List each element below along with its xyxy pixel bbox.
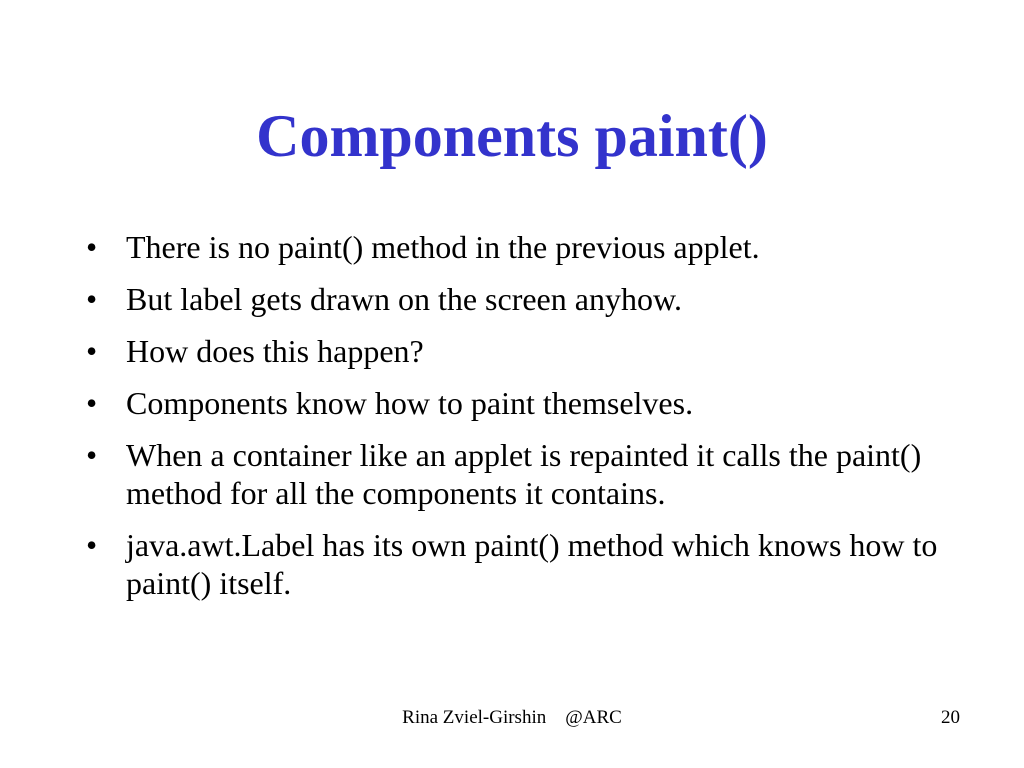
- bullet-item: [86, 384, 966, 422]
- bullet-icon: •: [86, 229, 98, 265]
- bullet-item: [86, 332, 966, 370]
- footer-org: @ARC: [565, 707, 622, 728]
- bullet-text: When a container like an applet is repainted it calls the paint() method for all the components it contains.: [126, 437, 922, 511]
- bullet-item: [86, 436, 966, 512]
- bullet-icon: •: [86, 333, 98, 369]
- footer-credit: [0, 706, 1024, 730]
- bullet-text: How does this happen?: [126, 333, 424, 369]
- bullet-icon: •: [86, 385, 98, 421]
- bullet-item: [86, 228, 966, 266]
- bullet-item: [86, 526, 966, 602]
- page-number: 20: [941, 707, 960, 728]
- footer-author: Rina Zviel-Girshin: [402, 707, 547, 728]
- bullet-text: There is no paint() method in the previous applet.: [126, 229, 760, 265]
- bullet-text: But label gets drawn on the screen anyhow.: [126, 281, 682, 317]
- bullet-list: [86, 228, 966, 616]
- bullet-icon: •: [86, 437, 98, 473]
- bullet-text: java.awt.Label has its own paint() method which knows how to paint() itself.: [126, 527, 938, 601]
- bullet-icon: •: [86, 527, 98, 563]
- bullet-icon: •: [86, 281, 98, 317]
- bullet-item: [86, 280, 966, 318]
- bullet-text: Components know how to paint themselves.: [126, 385, 694, 421]
- slide-title: Components paint(): [256, 103, 768, 169]
